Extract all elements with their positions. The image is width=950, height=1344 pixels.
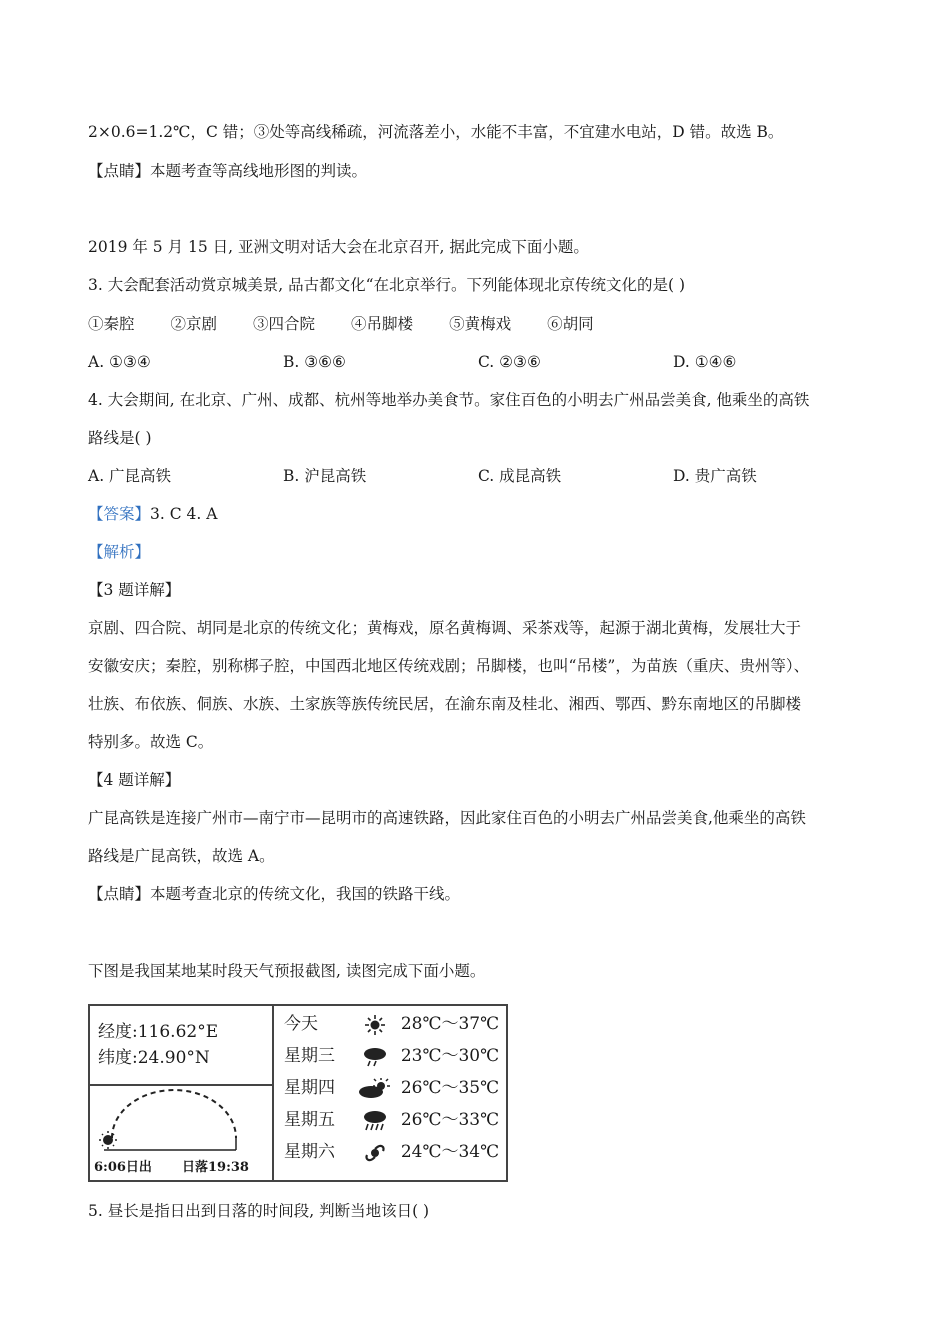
detail-3-line1: 京剧、四合院、胡同是北京的传统文化；黄梅戏，原名黄梅调、采茶戏等，起源于湖北黄梅，发展壮大于 [88,619,802,637]
question-3: 3. 大会配套活动赏京城美景, 品古都文化“在北京举行。下列能体现北京传统文化的是( ) [88,276,686,294]
question-4-line1: 4. 大会期间, 在北京、广州、成都、杭州等地举办美食节。家住百色的小明去广州品尝美食, 他乘坐的高铁 [88,391,810,409]
forecast-row [284,1042,499,1070]
sun-path-panel [90,1086,272,1180]
sun-cloud-icon [355,1078,395,1100]
typhoon-icon [355,1142,395,1164]
detail-3-line3: 壮族、布依族、侗族、水族、土家族等族传统民居，在渝东南及桂北、湘西、鄂西、黔东南地区的吊脚楼 [88,695,802,713]
detail-3-line4: 特别多。故选 C。 [88,733,214,751]
detail-4-line2: 路线是广昆高铁，故选 A。 [88,847,275,865]
forecast-temp: 23℃～30℃ [400,1046,500,1066]
forecast-day: 星期六 [284,1142,335,1162]
analysis-label: 【解析】 [88,543,151,561]
item-4: ④吊脚楼 [351,315,414,333]
rain-icon [355,1046,395,1068]
option-b: B. 沪昆高铁 [283,467,367,485]
detail-4-title: 【4 题详解】 [88,771,181,789]
intro-dialogue: 2019 年 5 月 15 日, 亚洲文明对话大会在北京召开, 据此完成下面小题。 [88,238,589,256]
question-4-line2: 路线是( ) [88,429,152,447]
option-c: C. 成昆高铁 [478,467,562,485]
tip-contour: 【点睛】本题考查等高线地形图的判读。 [88,162,368,180]
item-3: ③四合院 [253,315,316,333]
item-1: ①秦腔 [88,315,135,333]
answer-line [88,503,217,525]
answer-label: 【答案】 [88,505,151,523]
answer-text: 3. C 4. A [150,505,218,523]
item-5: ⑤黄梅戏 [449,315,512,333]
forecast-day: 星期五 [284,1110,335,1130]
forecast-row [284,1138,499,1166]
forecast-row [284,1106,499,1134]
question-4-options [88,465,868,487]
tip-railway: 【点睛】本题考查北京的传统文化，我国的铁路干线。 [88,885,461,903]
line-calc: 2×0.6=1.2℃，C 错；③处等高线稀疏，河流落差小，水能不丰富，不宜建水电站，D 错。故选 B。 [88,123,784,141]
forecast-temp: 24℃～34℃ [400,1142,500,1162]
detail-3-title: 【3 题详解】 [88,581,181,599]
question-3-options [88,351,868,373]
option-d: D. 贵广高铁 [673,467,757,485]
item-6: ⑥胡同 [547,315,594,333]
forecast-day: 星期三 [284,1046,335,1066]
option-a: A. ①③④ [88,353,151,371]
item-2: ②京剧 [170,315,218,333]
question-3-items [88,313,630,335]
intro-weather: 下图是我国某地某时段天气预报截图, 读图完成下面小题。 [88,962,486,980]
weather-figure [88,1004,508,1182]
sunrise-sun-icon [99,1131,117,1149]
option-a: A. 广昆高铁 [88,467,172,485]
forecast-temp: 26℃～33℃ [400,1110,500,1130]
sun-icon [355,1014,395,1036]
forecast-day: 今天 [284,1014,318,1034]
latitude: 纬度:24.90°N [98,1048,210,1068]
detail-3-line2: 安徽安庆；秦腔，别称梆子腔，中国西北地区传统戏剧；吊脚楼，也叫“吊楼”，为苗族（重庆、贵州等）、 [88,657,810,675]
option-b: B. ③⑥⑥ [283,353,346,371]
question-5: 5. 昼长是指日出到日落的时间段, 判断当地该日( ) [88,1202,430,1220]
detail-4-line1: 广昆高铁是连接广州市—南宁市—昆明市的高速铁路，因此家住百色的小明去广州品尝美食,他乘坐的高铁 [88,809,806,827]
option-d: D. ①④⑥ [673,353,737,371]
forecast-panel [276,1006,506,1180]
figure-left-panel [90,1006,274,1180]
heavy-rain-icon [355,1110,395,1132]
sunset-label: 日落19:38 [182,1160,249,1175]
coordinates-box [90,1006,272,1086]
forecast-row [284,1074,499,1102]
forecast-temp: 28℃～37℃ [400,1014,500,1034]
longitude: 经度:116.62°E [98,1022,219,1042]
forecast-day: 星期四 [284,1078,335,1098]
forecast-temp: 26℃～35℃ [400,1078,500,1098]
forecast-row [284,1010,499,1038]
option-c: C. ②③⑥ [478,353,541,371]
sunrise-label: 6:06日出 [94,1160,152,1175]
